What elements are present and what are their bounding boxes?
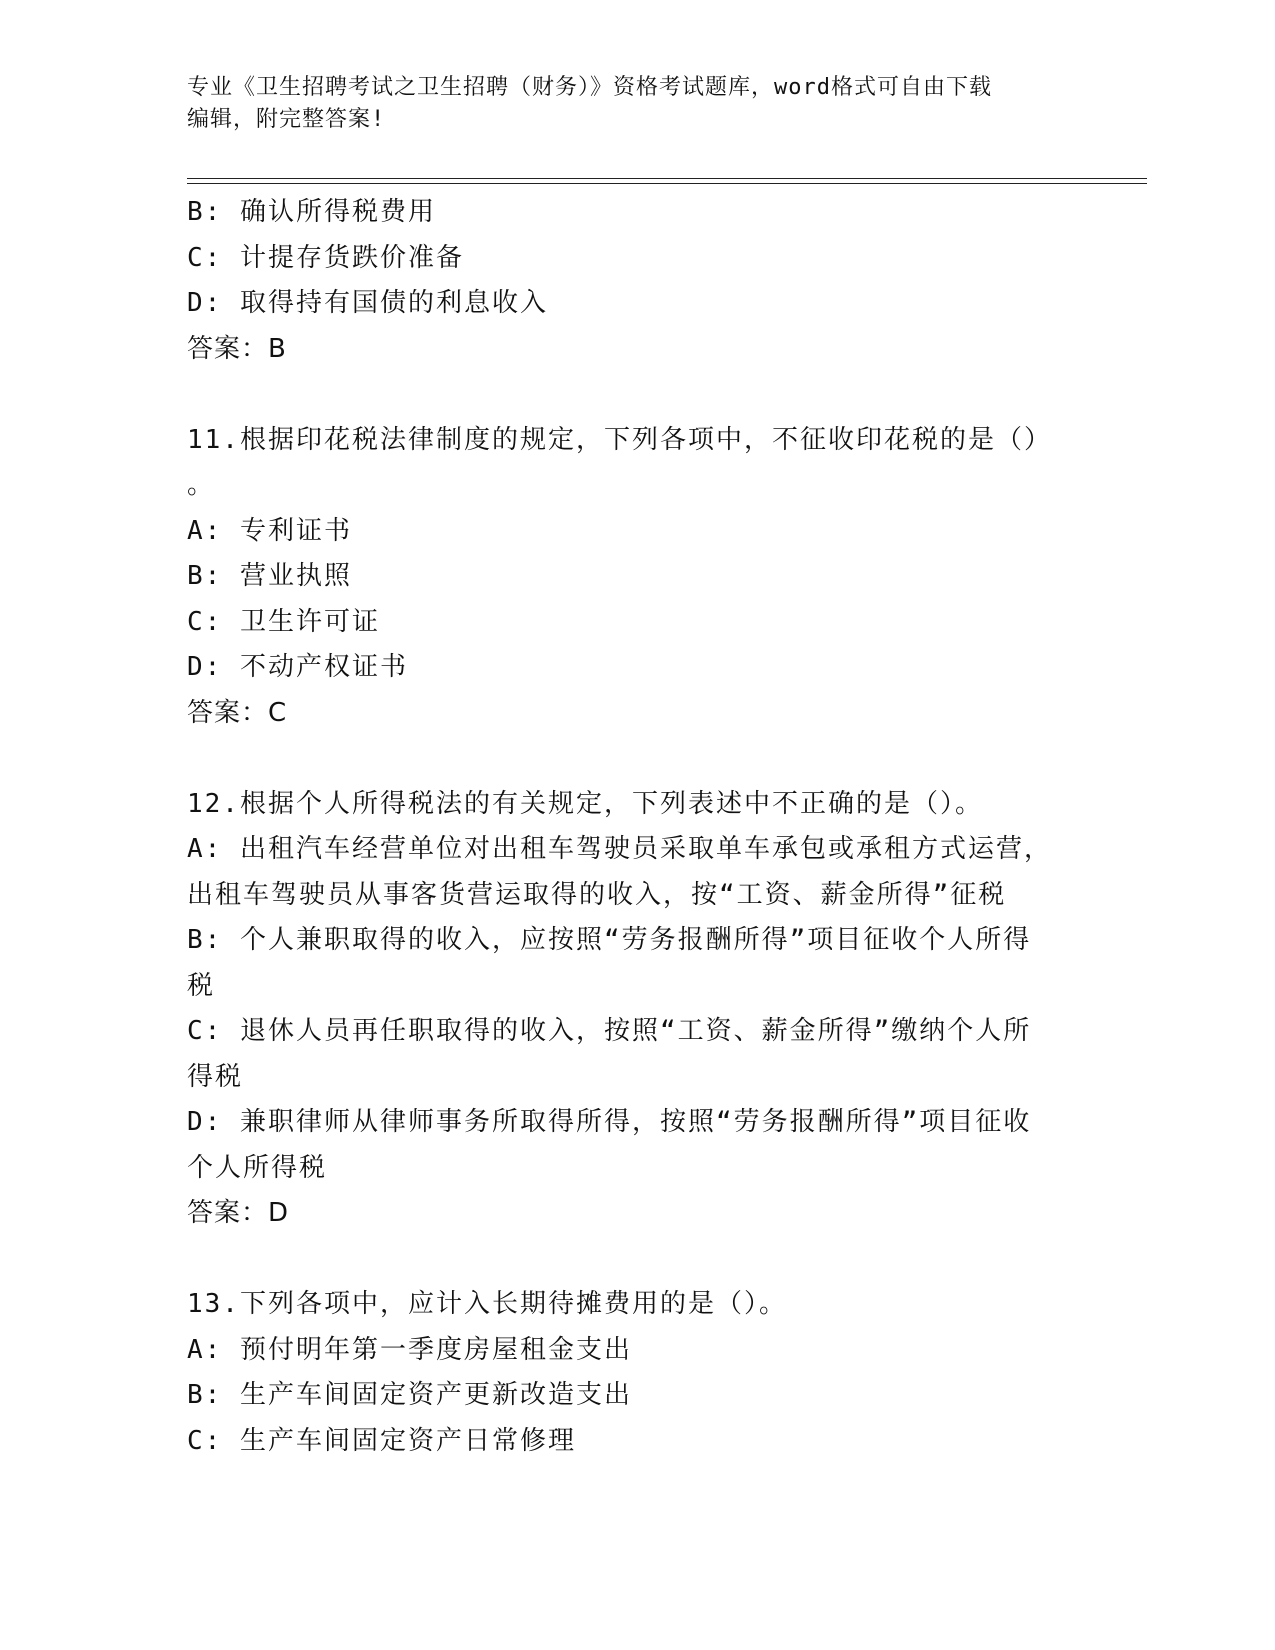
spacer xyxy=(187,736,1067,782)
spacer xyxy=(187,372,1067,418)
option-b-cont: 税 xyxy=(187,970,216,1001)
header-rule-top xyxy=(187,178,1147,179)
question-content xyxy=(187,190,1067,1464)
question-stem-cont: 。 xyxy=(187,470,216,500)
option-b: B: 确认所得税费用 xyxy=(187,197,436,227)
option-d-cont: 个人所得税 xyxy=(187,1152,328,1183)
option-c: C: 生产车间固定资产日常修理 xyxy=(187,1425,576,1456)
option-b: B: 营业执照 xyxy=(187,561,352,591)
header-line-1: 专业《卫生招聘考试之卫生招聘（财务）》资格考试题库，word格式可自由下载 xyxy=(187,75,992,100)
question-11 xyxy=(187,418,1067,737)
prev-question xyxy=(187,190,1067,372)
answer-line: 答案：C xyxy=(187,697,288,728)
question-stem: 13.下列各项中，应计入长期待摊费用的是（）。 xyxy=(187,1289,787,1319)
question-stem: 12.根据个人所得税法的有关规定，下列表述中不正确的是（）。 xyxy=(187,788,983,819)
option-a-cont: 出租车驾驶员从事客货营运取得的收入，按“工资、薪金所得”征税 xyxy=(187,879,1007,910)
option-b: B: 个人兼职取得的收入，应按照“劳务报酬所得”项目征收个人所得 xyxy=(187,925,1032,955)
option-c: C: 退休人员再任职取得的收入，按照“工资、薪金所得”缴纳个人所 xyxy=(187,1016,1032,1046)
header-line-2: 编辑，附完整答案! xyxy=(187,107,386,132)
option-d: D: 不动产权证书 xyxy=(187,652,408,682)
option-a: A: 专利证书 xyxy=(187,515,352,546)
answer-line: 答案：D xyxy=(187,1198,290,1228)
option-c-cont: 得税 xyxy=(187,1061,244,1092)
option-c: C: 卫生许可证 xyxy=(187,606,380,637)
question-stem: 11.根据印花税法律制度的规定，下列各项中，不征收印花税的是（） xyxy=(187,424,1052,455)
page-header xyxy=(187,72,1087,136)
option-d: D: 取得持有国债的利息收入 xyxy=(187,288,548,318)
answer-line: 答案：B xyxy=(187,333,287,364)
option-c: C: 计提存货跌价准备 xyxy=(187,242,464,273)
option-d: D: 兼职律师从律师事务所取得所得，按照“劳务报酬所得”项目征收 xyxy=(187,1107,1032,1137)
question-13 xyxy=(187,1282,1067,1464)
option-a: A: 出租汽车经营单位对出租车驾驶员采取单车承包或承租方式运营， xyxy=(187,834,1052,864)
header-rule-bottom xyxy=(187,183,1147,184)
spacer xyxy=(187,1237,1067,1283)
question-12 xyxy=(187,782,1067,1237)
option-a: A: 预付明年第一季度房屋租金支出 xyxy=(187,1334,632,1365)
option-b: B: 生产车间固定资产更新改造支出 xyxy=(187,1380,632,1410)
